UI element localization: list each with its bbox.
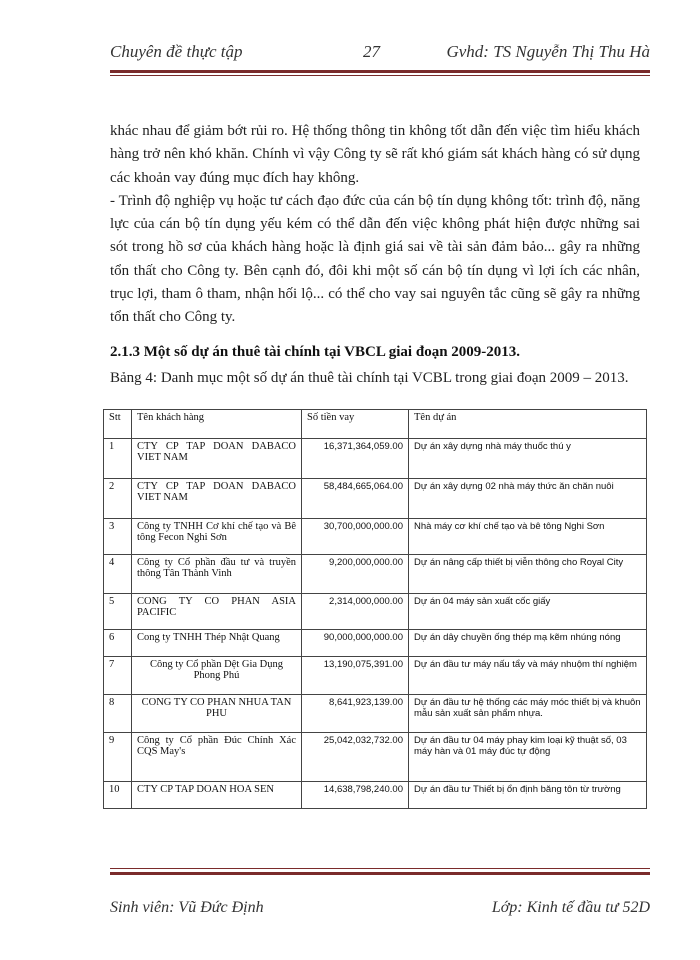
- header-project-name: Tên dự án: [409, 410, 647, 439]
- row-customer: Công ty Cổ phần Dệt Gia Dụng Phong Phú: [132, 657, 302, 695]
- paragraph-1: khác nhau để giảm bớt rủi ro. Hệ thống thông tin không tốt dẫn đến việc tìm hiểu khách hàng trở nên khó khăn. Chính vì vậy Công ty sẽ rất khó giám sát khách hàng có sử dụng các khoản vay đúng mục đích hay không.: [110, 123, 640, 186]
- row-stt: 8: [104, 695, 132, 733]
- row-customer: Công ty Cổ phần Đúc Chính Xác CQS May's: [132, 733, 302, 782]
- header-customer-name: Tên khách hàng: [132, 410, 302, 439]
- row-project: Dự án đầu tư 04 máy phay kim loại kỹ thuật số, 03 máy hàn và 01 máy đúc tự động: [409, 733, 647, 782]
- table-header-row: [104, 410, 647, 439]
- row-customer: CTY CP TAP DOAN HOA SEN: [132, 782, 302, 809]
- row-amount: 2,314,000,000.00: [302, 594, 409, 630]
- projects-table: [103, 409, 647, 809]
- row-project: Dự án xây dựng 02 nhà máy thức ăn chăn nuôi: [409, 479, 647, 519]
- header-rule-thin: [110, 75, 650, 76]
- header-loan-amount: Số tiền vay: [302, 410, 409, 439]
- row-project: Dự án xây dựng nhà máy thuốc thú y: [409, 439, 647, 479]
- row-customer: CTY CP TAP DOAN DABACO VIET NAM: [132, 479, 302, 519]
- row-customer: Công ty Cổ phần đầu tư và truyền thông Tân Thành Vinh: [132, 555, 302, 594]
- row-amount: 58,484,665,064.00: [302, 479, 409, 519]
- page-number: 27: [363, 42, 380, 61]
- row-stt: 10: [104, 782, 132, 809]
- table-row: [104, 594, 647, 630]
- row-customer: Cong ty TNHH Thép Nhật Quang: [132, 630, 302, 657]
- row-stt: 7: [104, 657, 132, 695]
- section-title: 2.1.3 Một số dự án thuê tài chính tại VBCL giai đoạn 2009-2013.: [110, 344, 521, 360]
- table-row: [104, 657, 647, 695]
- row-stt: 3: [104, 519, 132, 555]
- header-stt: Stt: [104, 410, 132, 439]
- row-project: Dự án dây chuyền ống thép mạ kẽm nhúng nóng: [409, 630, 647, 657]
- row-customer: CTY CP TAP DOAN DABACO VIET NAM: [132, 439, 302, 479]
- row-project: Dự án đầu tư hệ thống các máy móc thiết bị và khuôn mẫu sản xuất sản phẩm nhựa.: [409, 695, 647, 733]
- table-row: [104, 695, 647, 733]
- row-amount: 14,638,798,240.00: [302, 782, 409, 809]
- row-amount: 9,200,000,000.00: [302, 555, 409, 594]
- row-amount: 16,371,364,059.00: [302, 439, 409, 479]
- table-row: [104, 782, 647, 809]
- body-text: [110, 120, 640, 330]
- paragraph-2: - Trình độ nghiệp vụ hoặc tư cách đạo đức của cán bộ tín dụng không tốt: trình độ, năng lực của cán bộ tín dụng yếu kém có thể dẫn đến việc không phát hiện được những sai sót trong hồ sơ của khách hàng hoặc là định giá sai về tài sản đảm bảo... gây ra những tổn thất cho Công ty. Bên cạnh đó, đôi khi một số cán bộ tín dụng vì lợi ích các nhân, trục lợi, tham ô tham, nhận hối lộ... có thể cho vay sai nguyên tắc cũng sẽ gây ra những tổn thất cho Công ty.: [110, 192, 640, 326]
- footer-rule-thick: [110, 872, 650, 875]
- table-row: [104, 519, 647, 555]
- row-amount: 25,042,032,732.00: [302, 733, 409, 782]
- row-stt: 9: [104, 733, 132, 782]
- row-project: Dự án đầu tư máy nấu tẩy và máy nhuộm thí nghiệm: [409, 657, 647, 695]
- row-amount: 13,190,075,391.00: [302, 657, 409, 695]
- row-customer: CONG TY CO PHAN NHUA TAN PHU: [132, 695, 302, 733]
- table-row: [104, 733, 647, 782]
- row-stt: 2: [104, 479, 132, 519]
- row-stt: 1: [104, 439, 132, 479]
- row-project: Dự án 04 máy sản xuất cốc giấy: [409, 594, 647, 630]
- row-project: Dự án nâng cấp thiết bị viễn thông cho Royal City: [409, 555, 647, 594]
- table-row: [104, 630, 647, 657]
- row-project: Nhà máy cơ khí chế tạo và bê tông Nghi Sơn: [409, 519, 647, 555]
- row-project: Dự án đầu tư Thiết bị ổn định băng tôn từ trường: [409, 782, 647, 809]
- footer-student: Sinh viên: Vũ Đức Định: [110, 899, 264, 916]
- footer-rule-thin: [110, 868, 650, 869]
- header-supervisor: Gvhd: TS Nguyễn Thị Thu Hà: [446, 42, 650, 61]
- table-row: [104, 555, 647, 594]
- row-stt: 5: [104, 594, 132, 630]
- page-header: [110, 42, 650, 66]
- row-amount: 90,000,000,000.00: [302, 630, 409, 657]
- row-stt: 4: [104, 555, 132, 594]
- table-row: [104, 479, 647, 519]
- page-footer: [110, 899, 650, 917]
- row-amount: 8,641,923,139.00: [302, 695, 409, 733]
- table-row: [104, 439, 647, 479]
- header-title: Chuyên đề thực tập: [110, 42, 243, 61]
- row-stt: 6: [104, 630, 132, 657]
- row-amount: 30,700,000,000.00: [302, 519, 409, 555]
- table-caption: Bảng 4: Danh mục một số dự án thuê tài chính tại VCBL trong giai đoạn 2009 – 2013.: [110, 370, 629, 386]
- row-customer: Công ty TNHH Cơ khí chế tạo và Bê tông Fecon Nghi Sơn: [132, 519, 302, 555]
- row-customer: CONG TY CO PHAN ASIA PACIFIC: [132, 594, 302, 630]
- footer-class: Lớp: Kinh tế đầu tư 52D: [491, 899, 650, 916]
- header-rule-thick: [110, 70, 650, 73]
